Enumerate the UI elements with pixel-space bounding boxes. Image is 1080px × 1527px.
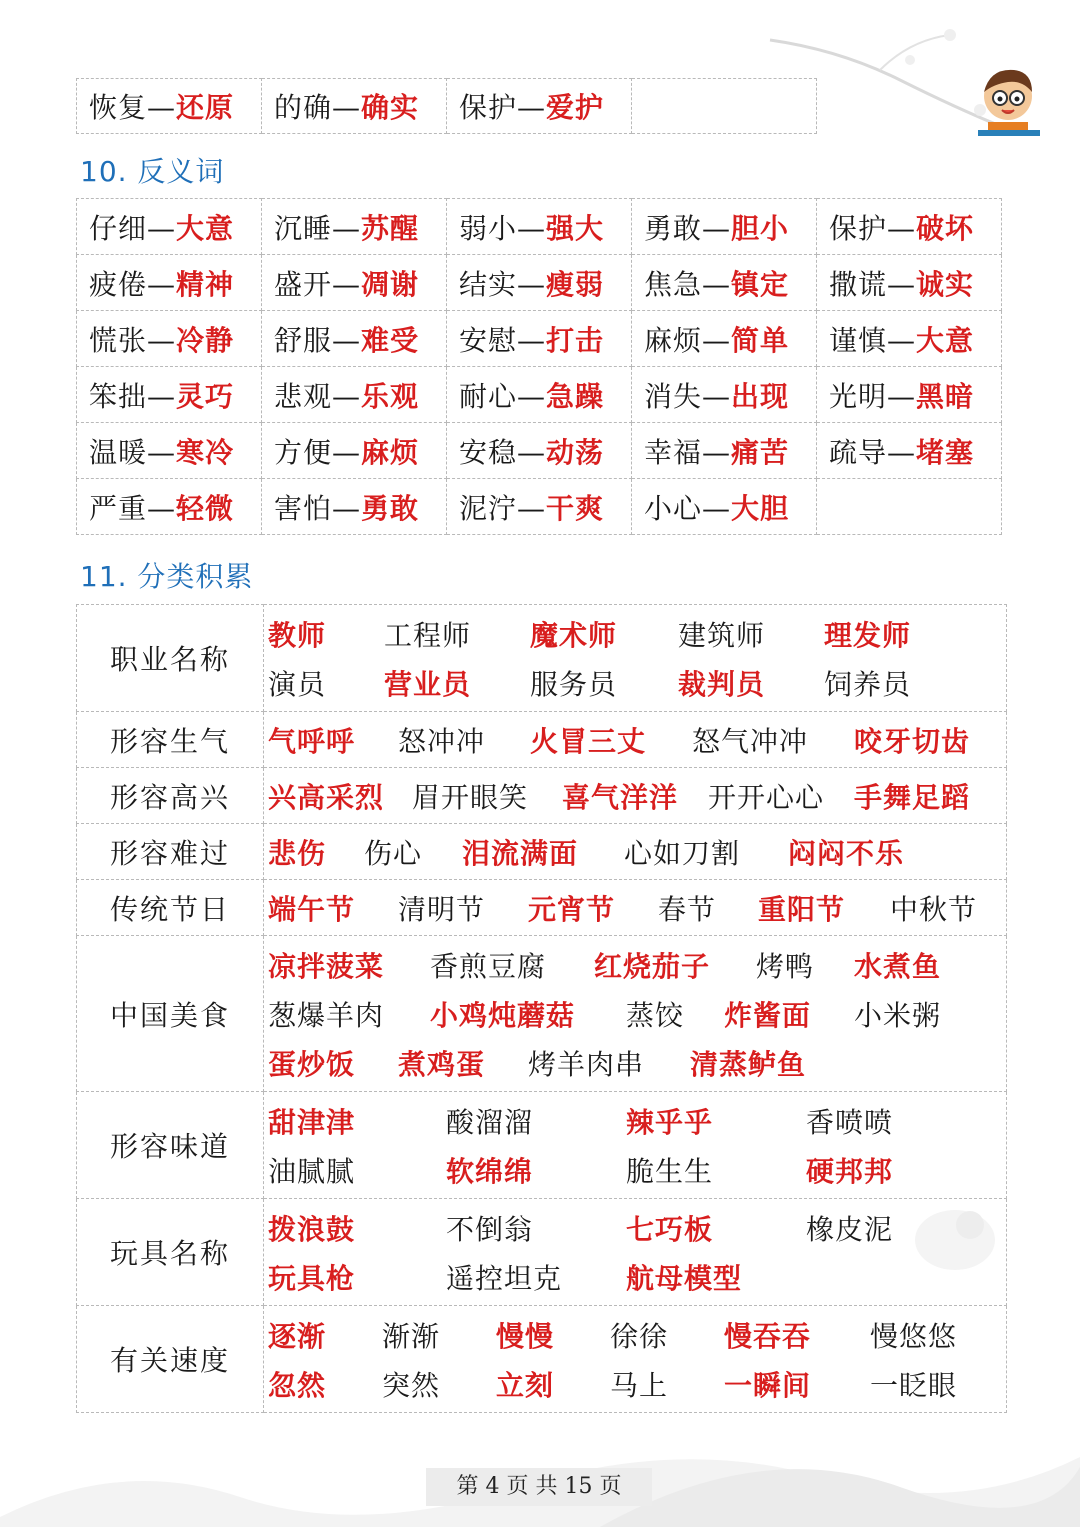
antonym-pair: 盛开—凋谢 xyxy=(262,255,447,311)
category-word: 蛋炒饭 xyxy=(268,1047,356,1081)
category-word: 慢慢 xyxy=(496,1319,555,1353)
category-word: 慢吞吞 xyxy=(724,1319,812,1353)
antonym-pair: 焦急—镇定 xyxy=(632,255,817,311)
category-items xyxy=(264,768,1007,824)
antonym-pair: 慌张—冷静 xyxy=(77,311,262,367)
category-word: 小米粥 xyxy=(854,998,942,1032)
antonym-pair: 疲倦—精神 xyxy=(77,255,262,311)
category-word: 悲伤 xyxy=(268,836,327,870)
category-word: 重阳节 xyxy=(758,892,846,926)
category-word: 遥控坦克 xyxy=(446,1261,563,1295)
category-word: 突然 xyxy=(382,1368,441,1402)
top-synonym-row xyxy=(76,78,817,134)
category-row xyxy=(77,1092,1007,1199)
category-word: 炸酱面 xyxy=(724,998,812,1032)
category-word: 渐渐 xyxy=(382,1319,441,1353)
antonym-pair xyxy=(817,479,1002,535)
category-word: 凉拌菠菜 xyxy=(268,949,385,983)
antonym-pair: 勇敢—胆小 xyxy=(632,199,817,255)
antonym-table xyxy=(76,198,1002,535)
category-word: 饲养员 xyxy=(824,667,912,701)
antonym-pair: 安稳—动荡 xyxy=(447,423,632,479)
category-word: 甜津津 xyxy=(268,1105,356,1139)
category-word: 小鸡炖蘑菇 xyxy=(430,998,576,1032)
antonym-pair: 泥泞—干爽 xyxy=(447,479,632,535)
category-row xyxy=(77,768,1007,824)
category-items xyxy=(264,936,1007,1092)
category-word: 清明节 xyxy=(398,892,486,926)
category-word: 清蒸鲈鱼 xyxy=(690,1047,807,1081)
category-word: 理发师 xyxy=(824,618,912,652)
category-word: 烤鸭 xyxy=(756,949,815,983)
category-word: 火冒三丈 xyxy=(530,724,647,758)
antonym-pair: 温暖—寒冷 xyxy=(77,423,262,479)
category-line xyxy=(268,989,1006,1038)
category-word: 一眨眼 xyxy=(870,1368,958,1402)
category-line xyxy=(268,1145,1006,1194)
antonym-pair: 小心—大胆 xyxy=(632,479,817,535)
category-label: 玩具名称 xyxy=(77,1199,264,1306)
category-line xyxy=(268,940,1006,989)
category-items xyxy=(264,824,1007,880)
category-word: 拨浪鼓 xyxy=(268,1212,356,1246)
category-word: 不倒翁 xyxy=(446,1212,534,1246)
word-pair: 保护—爱护 xyxy=(447,79,632,134)
category-items xyxy=(264,880,1007,936)
antonym-row xyxy=(77,479,1002,535)
category-word: 眉开眼笑 xyxy=(412,780,529,814)
category-items xyxy=(264,712,1007,768)
category-items xyxy=(264,1092,1007,1199)
category-line xyxy=(268,1203,1006,1252)
antonym-pair: 悲观—乐观 xyxy=(262,367,447,423)
word-pair: 的确—确实 xyxy=(262,79,447,134)
category-row xyxy=(77,1306,1007,1413)
category-word: 泪流满面 xyxy=(462,836,579,870)
category-word: 闷闷不乐 xyxy=(788,836,905,870)
category-word: 煮鸡蛋 xyxy=(398,1047,486,1081)
page-number: 第 4 页 共 15 页 xyxy=(426,1468,652,1506)
antonym-pair: 消失—出现 xyxy=(632,367,817,423)
antonym-pair: 幸福—痛苦 xyxy=(632,423,817,479)
section-title-categories: 11. 分类积累 xyxy=(80,560,254,593)
category-line xyxy=(268,1096,1006,1145)
category-word: 开开心心 xyxy=(708,780,825,814)
category-word: 喜气洋洋 xyxy=(562,780,679,814)
antonym-pair: 方便—麻烦 xyxy=(262,423,447,479)
antonym-row xyxy=(77,255,1002,311)
category-row xyxy=(77,936,1007,1092)
category-label: 形容高兴 xyxy=(77,768,264,824)
category-word: 慢悠悠 xyxy=(870,1319,958,1353)
category-label: 形容味道 xyxy=(77,1092,264,1199)
category-word: 教师 xyxy=(268,618,327,652)
category-word: 水煮鱼 xyxy=(854,949,942,983)
category-line xyxy=(268,883,1006,932)
category-word: 立刻 xyxy=(496,1368,555,1402)
antonym-row xyxy=(77,311,1002,367)
antonym-pair: 安慰—打击 xyxy=(447,311,632,367)
category-row xyxy=(77,712,1007,768)
category-word: 气呼呼 xyxy=(268,724,356,758)
category-word: 徐徐 xyxy=(610,1319,669,1353)
category-label: 形容难过 xyxy=(77,824,264,880)
category-line xyxy=(268,715,1006,764)
category-label: 传统节日 xyxy=(77,880,264,936)
category-word: 七巧板 xyxy=(626,1212,714,1246)
category-label: 形容生气 xyxy=(77,712,264,768)
category-word: 心如刀割 xyxy=(624,836,741,870)
cartoon-boy-reading-icon xyxy=(970,62,1050,142)
category-word: 工程师 xyxy=(384,618,472,652)
category-label: 中国美食 xyxy=(77,936,264,1092)
category-word: 建筑师 xyxy=(678,618,766,652)
category-word: 一瞬间 xyxy=(724,1368,812,1402)
antonym-row xyxy=(77,423,1002,479)
category-word: 手舞足蹈 xyxy=(854,780,971,814)
category-items xyxy=(264,605,1007,712)
category-row xyxy=(77,880,1007,936)
category-row xyxy=(77,605,1007,712)
category-word: 油腻腻 xyxy=(268,1154,356,1188)
category-row xyxy=(77,824,1007,880)
category-line xyxy=(268,827,1006,876)
category-line xyxy=(268,609,1006,658)
antonym-pair: 保护—破坏 xyxy=(817,199,1002,255)
category-word: 辣乎乎 xyxy=(626,1105,714,1139)
category-word: 逐渐 xyxy=(268,1319,327,1353)
category-line xyxy=(268,771,1006,820)
category-line xyxy=(268,1252,1006,1301)
antonym-pair: 光明—黑暗 xyxy=(817,367,1002,423)
antonym-row xyxy=(77,367,1002,423)
category-word: 硬邦邦 xyxy=(806,1154,894,1188)
category-word: 玩具枪 xyxy=(268,1261,356,1295)
category-word: 魔术师 xyxy=(530,618,618,652)
category-word: 服务员 xyxy=(530,667,618,701)
antonym-pair: 结实—瘦弱 xyxy=(447,255,632,311)
category-line xyxy=(268,1359,1006,1408)
category-word: 葱爆羊肉 xyxy=(268,998,385,1032)
category-word: 营业员 xyxy=(384,667,472,701)
antonym-pair: 严重—轻微 xyxy=(77,479,262,535)
antonym-pair: 害怕—勇敢 xyxy=(262,479,447,535)
category-word: 软绵绵 xyxy=(446,1154,534,1188)
category-word: 马上 xyxy=(610,1368,669,1402)
antonym-pair: 麻烦—简单 xyxy=(632,311,817,367)
antonym-row xyxy=(77,199,1002,255)
category-items xyxy=(264,1306,1007,1413)
category-word: 红烧茄子 xyxy=(594,949,711,983)
category-line xyxy=(268,1310,1006,1359)
category-word: 怒气冲冲 xyxy=(692,724,809,758)
section-title-antonyms: 10. 反义词 xyxy=(80,155,225,188)
antonym-pair: 仔细—大意 xyxy=(77,199,262,255)
category-word: 航母模型 xyxy=(626,1261,743,1295)
category-word: 中秋节 xyxy=(890,892,978,926)
category-word: 兴高采烈 xyxy=(268,780,385,814)
antonym-pair: 谨慎—大意 xyxy=(817,311,1002,367)
category-word: 烤羊肉串 xyxy=(528,1047,645,1081)
antonym-pair: 撒谎—诚实 xyxy=(817,255,1002,311)
category-word: 裁判员 xyxy=(678,667,766,701)
category-word: 忽然 xyxy=(268,1368,327,1402)
word-pair: 恢复—还原 xyxy=(77,79,262,134)
category-word: 酸溜溜 xyxy=(446,1105,534,1139)
category-label: 有关速度 xyxy=(77,1306,264,1413)
category-word: 香煎豆腐 xyxy=(430,949,547,983)
category-items xyxy=(264,1199,1007,1306)
category-word: 端午节 xyxy=(268,892,356,926)
category-word: 元宵节 xyxy=(528,892,616,926)
category-word: 春节 xyxy=(658,892,717,926)
category-word: 伤心 xyxy=(364,836,423,870)
antonym-pair: 笨拙—灵巧 xyxy=(77,367,262,423)
category-word: 脆生生 xyxy=(626,1154,714,1188)
category-line xyxy=(268,1038,1006,1087)
category-word: 橡皮泥 xyxy=(806,1212,894,1246)
antonym-pair: 舒服—难受 xyxy=(262,311,447,367)
antonym-pair: 弱小—强大 xyxy=(447,199,632,255)
category-line xyxy=(268,658,1006,707)
antonym-pair: 疏导—堵塞 xyxy=(817,423,1002,479)
category-word: 怒冲冲 xyxy=(398,724,486,758)
category-table xyxy=(76,604,1007,1413)
antonym-pair: 耐心—急躁 xyxy=(447,367,632,423)
category-word: 香喷喷 xyxy=(806,1105,894,1139)
antonym-pair: 沉睡—苏醒 xyxy=(262,199,447,255)
category-label: 职业名称 xyxy=(77,605,264,712)
category-word: 咬牙切齿 xyxy=(854,724,971,758)
category-word: 蒸饺 xyxy=(626,998,685,1032)
category-row xyxy=(77,1199,1007,1306)
word-pair xyxy=(632,79,817,134)
category-word: 演员 xyxy=(268,667,327,701)
